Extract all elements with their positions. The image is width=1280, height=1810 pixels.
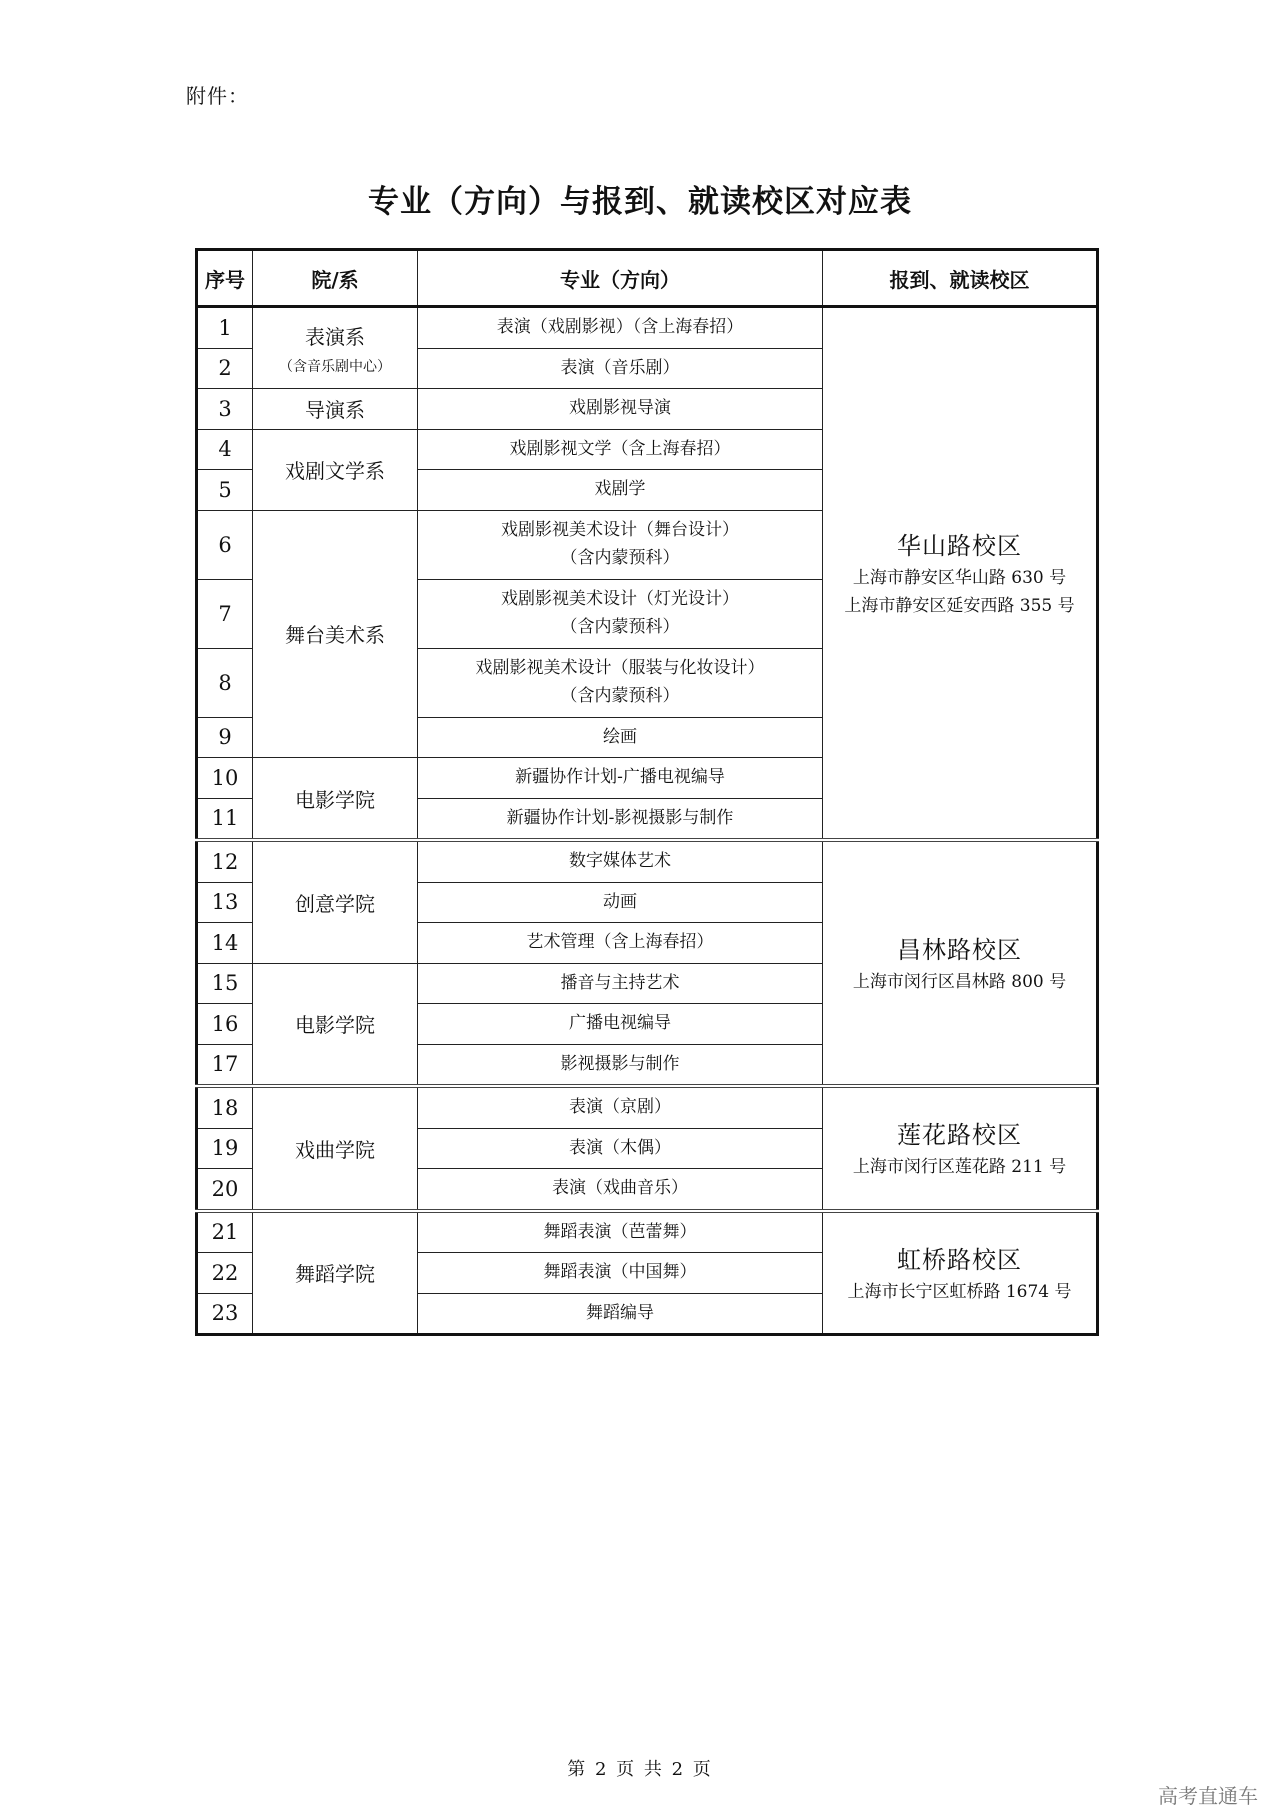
major-cell: 表演（京剧） xyxy=(418,1086,823,1128)
campus-address: 上海市闵行区昌林路 800 号 xyxy=(852,971,1067,992)
major-line: 戏剧影视美术设计（舞台设计） xyxy=(501,520,739,541)
major-line: （含内蒙预科） xyxy=(560,685,680,706)
major-cell xyxy=(418,579,823,648)
campus-address: 上海市闵行区莲花路 211 号 xyxy=(852,1157,1067,1178)
table-row xyxy=(197,1086,1098,1128)
row-number: 13 xyxy=(197,882,253,923)
campus-cell xyxy=(823,840,1098,1086)
row-number: 12 xyxy=(197,840,253,882)
major-cell: 戏剧学 xyxy=(418,470,823,511)
row-number: 4 xyxy=(197,429,253,470)
campus-name: 虹桥路校区 xyxy=(897,1245,1022,1274)
major-cell: 表演（木偶） xyxy=(418,1128,823,1169)
major-line: 戏剧影视美术设计（服装与化妆设计） xyxy=(475,658,765,679)
department-cell: 电影学院 xyxy=(253,758,418,841)
page-footer: 第 2 页 共 2 页 xyxy=(567,1759,713,1780)
table-row xyxy=(197,840,1098,882)
header-number: 序号 xyxy=(197,250,253,307)
department-cell: 创意学院 xyxy=(253,840,418,963)
department-cell: 舞蹈学院 xyxy=(253,1211,418,1335)
row-number: 16 xyxy=(197,1004,253,1045)
major-line: （含内蒙预科） xyxy=(560,547,680,568)
row-number: 20 xyxy=(197,1169,253,1211)
attachment-label: 附件： xyxy=(186,84,249,108)
major-cell: 戏剧影视文学（含上海春招） xyxy=(418,429,823,470)
major-cell: 广播电视编导 xyxy=(418,1004,823,1045)
major-cell: 表演（戏曲音乐） xyxy=(418,1169,823,1211)
department-cell: 戏曲学院 xyxy=(253,1086,418,1211)
department-name: 表演系 xyxy=(305,324,365,349)
major-cell: 数字媒体艺术 xyxy=(418,840,823,882)
major-cell: 表演（音乐剧） xyxy=(418,348,823,389)
major-cell: 影视摄影与制作 xyxy=(418,1044,823,1086)
major-cell: 舞蹈编导 xyxy=(418,1293,823,1335)
row-number: 2 xyxy=(197,348,253,389)
row-number: 19 xyxy=(197,1128,253,1169)
campus-name: 昌林路校区 xyxy=(897,935,1022,964)
row-number: 5 xyxy=(197,470,253,511)
row-number: 7 xyxy=(197,579,253,648)
campus-cell xyxy=(823,1211,1098,1335)
department-cell: 导演系 xyxy=(253,389,418,430)
row-number: 10 xyxy=(197,758,253,799)
table-row xyxy=(197,1211,1098,1253)
header-campus: 报到、就读校区 xyxy=(823,250,1098,307)
row-number: 1 xyxy=(197,307,253,349)
major-cell: 播音与主持艺术 xyxy=(418,963,823,1004)
campus-address: 上海市静安区华山路 630 号 xyxy=(852,568,1067,589)
department-cell: 舞台美术系 xyxy=(253,510,418,758)
table-header-row xyxy=(197,250,1098,307)
table-row xyxy=(197,307,1098,349)
major-cell xyxy=(418,510,823,579)
major-line: 戏剧影视美术设计（灯光设计） xyxy=(501,589,739,610)
department-cell: 电影学院 xyxy=(253,963,418,1086)
campus-cell xyxy=(823,307,1098,841)
campus-address: 上海市长宁区虹桥路 1674 号 xyxy=(847,1281,1072,1302)
row-number: 18 xyxy=(197,1086,253,1128)
row-number: 3 xyxy=(197,389,253,430)
row-number: 14 xyxy=(197,923,253,964)
row-number: 8 xyxy=(197,648,253,717)
campus-mapping-table xyxy=(195,248,1099,1336)
watermark: 高考直通车 xyxy=(1158,1784,1258,1808)
header-major: 专业（方向） xyxy=(418,250,823,307)
campus-address: 上海市静安区延安西路 355 号 xyxy=(844,595,1075,616)
row-number: 23 xyxy=(197,1293,253,1335)
major-cell xyxy=(418,648,823,717)
header-department: 院/系 xyxy=(253,250,418,307)
major-cell: 舞蹈表演（芭蕾舞） xyxy=(418,1211,823,1253)
major-cell: 戏剧影视导演 xyxy=(418,389,823,430)
row-number: 15 xyxy=(197,963,253,1004)
document-title: 专业（方向）与报到、就读校区对应表 xyxy=(368,184,912,220)
campus-name: 莲花路校区 xyxy=(897,1121,1022,1150)
campus-name: 华山路校区 xyxy=(897,532,1022,561)
major-cell: 动画 xyxy=(418,882,823,923)
major-cell: 新疆协作计划-广播电视编导 xyxy=(418,758,823,799)
major-cell: 新疆协作计划-影视摄影与制作 xyxy=(418,798,823,840)
department-cell xyxy=(253,307,418,389)
row-number: 9 xyxy=(197,717,253,758)
major-line: （含内蒙预科） xyxy=(560,616,680,637)
major-cell: 表演（戏剧影视）（含上海春招） xyxy=(418,307,823,349)
department-subtitle: （含音乐剧中心） xyxy=(279,358,391,375)
row-number: 6 xyxy=(197,510,253,579)
row-number: 22 xyxy=(197,1253,253,1294)
major-cell: 绘画 xyxy=(418,717,823,758)
major-cell: 艺术管理（含上海春招） xyxy=(418,923,823,964)
department-cell: 戏剧文学系 xyxy=(253,429,418,510)
major-cell: 舞蹈表演（中国舞） xyxy=(418,1253,823,1294)
campus-cell xyxy=(823,1086,1098,1211)
row-number: 17 xyxy=(197,1044,253,1086)
row-number: 11 xyxy=(197,798,253,840)
row-number: 21 xyxy=(197,1211,253,1253)
